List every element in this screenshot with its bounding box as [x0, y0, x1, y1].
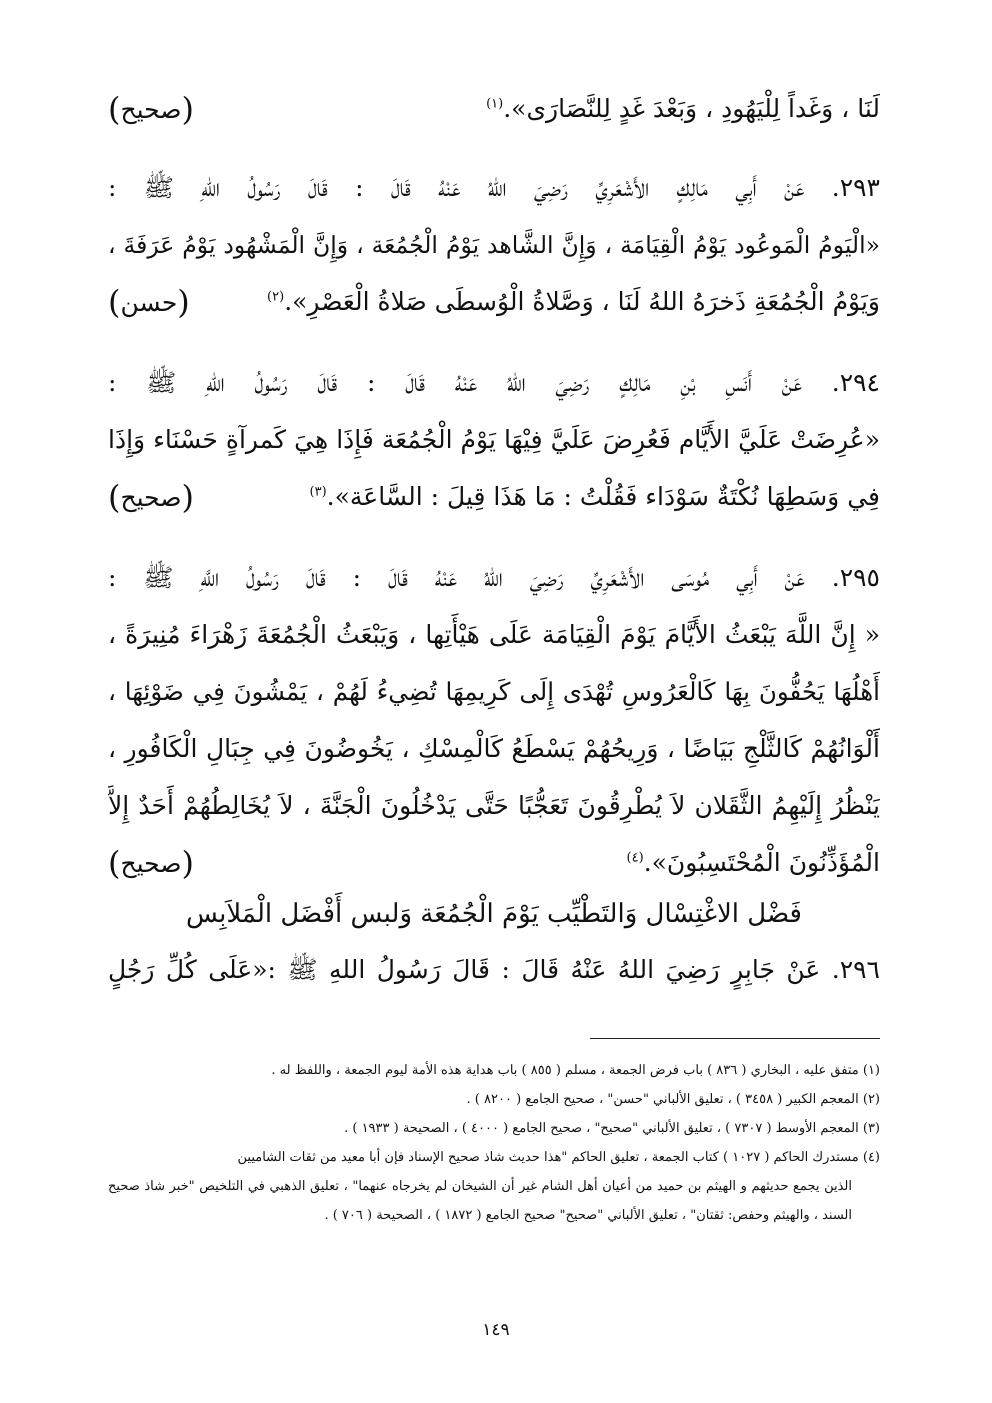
hadith-line: [108, 472, 880, 522]
hadith-grade-label: صحيح: [120, 849, 182, 878]
hadith-line-text: لَنَا ، وَغَداً لِلْيَهُودِ ، وَبَعْدَ غَدٍ لِلنَّصَارَى».: [503, 94, 880, 123]
hadith-line: [108, 781, 880, 831]
hadith-line: [108, 84, 880, 134]
footnote-item: [108, 1114, 880, 1143]
hadith-line-text: وَيَوْمُ الْجُمُعَةِ ذَخرَهُ اللهُ لَنَا ، وَصَّلاةُ الْوُسطَى صَلاةُ الْعَصْرِ».: [284, 287, 880, 316]
hadith-line: [108, 277, 880, 327]
footnote-item: [108, 1056, 880, 1085]
hadith-grade-label: صحيح: [120, 95, 182, 124]
footnote-ref: (١): [486, 96, 504, 112]
footnote-text: (٤) مستدرك الحاكم ( ١٠٢٧ ) كتاب الجمعة ، تعليق الحاكم "هذا حديث شاذ صحيح الإسناد فإن أبا معيد من ثقات الشاميين: [237, 1150, 880, 1165]
hadith-line-text: «عُرِضَتْ عَلَيَّ الأَيَّام فَعُرِضَ عَلَيَّ فِيْهَا يَوْمُ الْجُمُعَة فَإِذَا هِيَ كَمرآةٍ حَسْنَاء وَإِذَا: [108, 425, 880, 454]
footnote-text: (١) متفق عليه ، البخاري ( ٨٣٦ ) باب فرض الجمعة ، مسلم ( ٨٥٥ ) باب هداية هذه الأمة ليوم الجمعة ، واللفظ له .: [271, 1063, 880, 1078]
hadith-line: [108, 163, 880, 213]
footnotes: [108, 1056, 880, 1230]
footnote-ref: (٢): [267, 289, 285, 305]
hadith-line: [108, 667, 880, 717]
hadith-line-text: ٢٩٦. عَنْ جَابِرٍ رَضِيَ اللهُ عَنْهُ قَالَ : قَالَ رَسُولُ اللهِ ﷺ :«عَلَى كُلِّ رَجُلٍ: [108, 955, 880, 984]
page-number: ١٤٩: [482, 1320, 510, 1340]
hadith-line: [108, 553, 880, 603]
footnote-text: (٣) المعجم الأوسط ( ٧٣٠٧ ) ، تعليق الألباني "صحيح" ، صحيح الجامع ( ٤٠٠٠ ) ، الصحيحة ( ١٩٣٣ ) .: [344, 1121, 880, 1136]
footnote-ref: (٣): [309, 484, 327, 500]
footnote-continuation: الذين يجمع حديثهم و الهيثم بن حميد من أعيان أهل الشام غير أن الشيخان لم يخرجاه عنهما" ، تعليق الذهبي في التلخيص "خبر شاذ صحيح السند ، والهيثم وحفص: ثقتان" ، تعليق الألباني "صحيح" صحيح الجامع ( ١٨٧٢ ) ، الصحيحة ( ٧٠٦ ) .: [108, 1179, 852, 1223]
hadith-line-text: فِي وَسَطِهَا نُكْتَةٌ سَوْدَاء فَقُلْتُ : مَا هَذَا قِيلَ : السَّاعَة».: [326, 482, 880, 511]
hadith-line-text: أَلْوَانُهُمْ كَالثَّلْجِ بَيَاضًا ، وَرِيحُهُمْ يَسْطَعُ كَالْمِسْكِ ، يَخُوضُونَ فِي جِبَالِ الْكَافُورِ ،: [108, 734, 880, 763]
hadith-line: [108, 220, 880, 270]
hadith-line-text: ٢٩٤. عَنْ أَنَسِ بْنِ مَالِكٍ رَضِيَ اللهُ عَنْهُ قَالَ : قَالَ رَسُولُ اللهِ ﷺ :: [108, 368, 880, 397]
hadith-grade: (حسن): [108, 277, 200, 327]
footnote-separator: [590, 1038, 880, 1039]
hadith-grade: (صحيح): [108, 472, 204, 522]
hadith-line: [108, 838, 880, 888]
section-heading: فَضْل الاغْتِسْال وَالتَطْيِّب يَوْمَ الْجُمُعَة وَلبس أَفْضَل الْمَلاَبِس: [186, 899, 802, 929]
footnote-item: [108, 1085, 880, 1114]
hadith-line: [108, 610, 880, 660]
hadith-line: [108, 358, 880, 408]
hadith-line: [108, 724, 880, 774]
hadith-grade: (صحيح): [108, 838, 204, 888]
hadith-line: [108, 415, 880, 465]
hadith-grade: (صحيح): [108, 84, 204, 134]
hadith-line-text: الْمُؤَذِّنُونَ الْمُحْتَسِبُونَ».: [643, 848, 880, 877]
hadith-line-text: ٢٩٣. عَنْ أَبِي مَالِكٍ الأَشْعَرِيِّ رَضِيَ اللهُ عَنْهُ قَالَ : قَالَ رَسُولُ اللهِ ﷺ :: [108, 173, 880, 202]
footnote-text: (٢) المعجم الكبير ( ٣٤٥٨ ) ، تعليق الألباني "حسن" ، صحيح الجامع ( ٨٢٠٠ ) .: [466, 1092, 880, 1107]
hadith-line-text: «الْيَومُ الْمَوعُود يَوْمُ الْقِيَامَة ، وَإِنَّ الشَّاهد يَوْمُ الْجُمُعَة ، وَإِنَّ الْمَشْهُود يَوْمُ عَرَفَةَ ،: [108, 231, 880, 259]
footnote-ref: (٤): [626, 850, 644, 866]
hadith-grade-label: حسن: [120, 288, 178, 317]
hadith-line-text: ٢٩٥. عَنْ أَبِي مُوسَى الأَشْعَرِيِّ رَضِيَ اللهُ عَنْهُ قَالَ : قَالَ رَسُولُ اللَّهِ ﷺ :: [108, 563, 880, 592]
hadith-line-text: يَنْظُرُ إِلَيْهِمُ الثَّقَلان لاَ يُطْرِقُونَ تَعَجُّبًا حَتَّى يَدْخُلُونَ الْجَنَّةَ ، لاَ يُخَالِطُهُمْ أَحَدٌ إِلاَّ: [108, 791, 880, 820]
hadith-line-text: أَهْلُهَا يَحُفُّونَ بِهَا كَالْعَرُوسِ تُهْدَى إِلَى كَرِيمِهَا تُضِيءُ لَهُمْ ، يَمْشُونَ فِي ضَوْئِهَا ،: [108, 677, 880, 706]
hadith-line: [108, 945, 880, 995]
hadith-grade-label: صحيح: [120, 483, 182, 512]
footnote-item: [108, 1143, 880, 1230]
hadith-line-text: « إِنَّ اللَّهَ يَبْعَثُ الأَيَّامَ يَوْمَ الْقِيَامَة عَلَى هَيْأَتِها ، وَيَبْعَثُ الْجُمُعَةَ زَهْرَاءَ مُنِيرَةً ،: [108, 620, 880, 649]
